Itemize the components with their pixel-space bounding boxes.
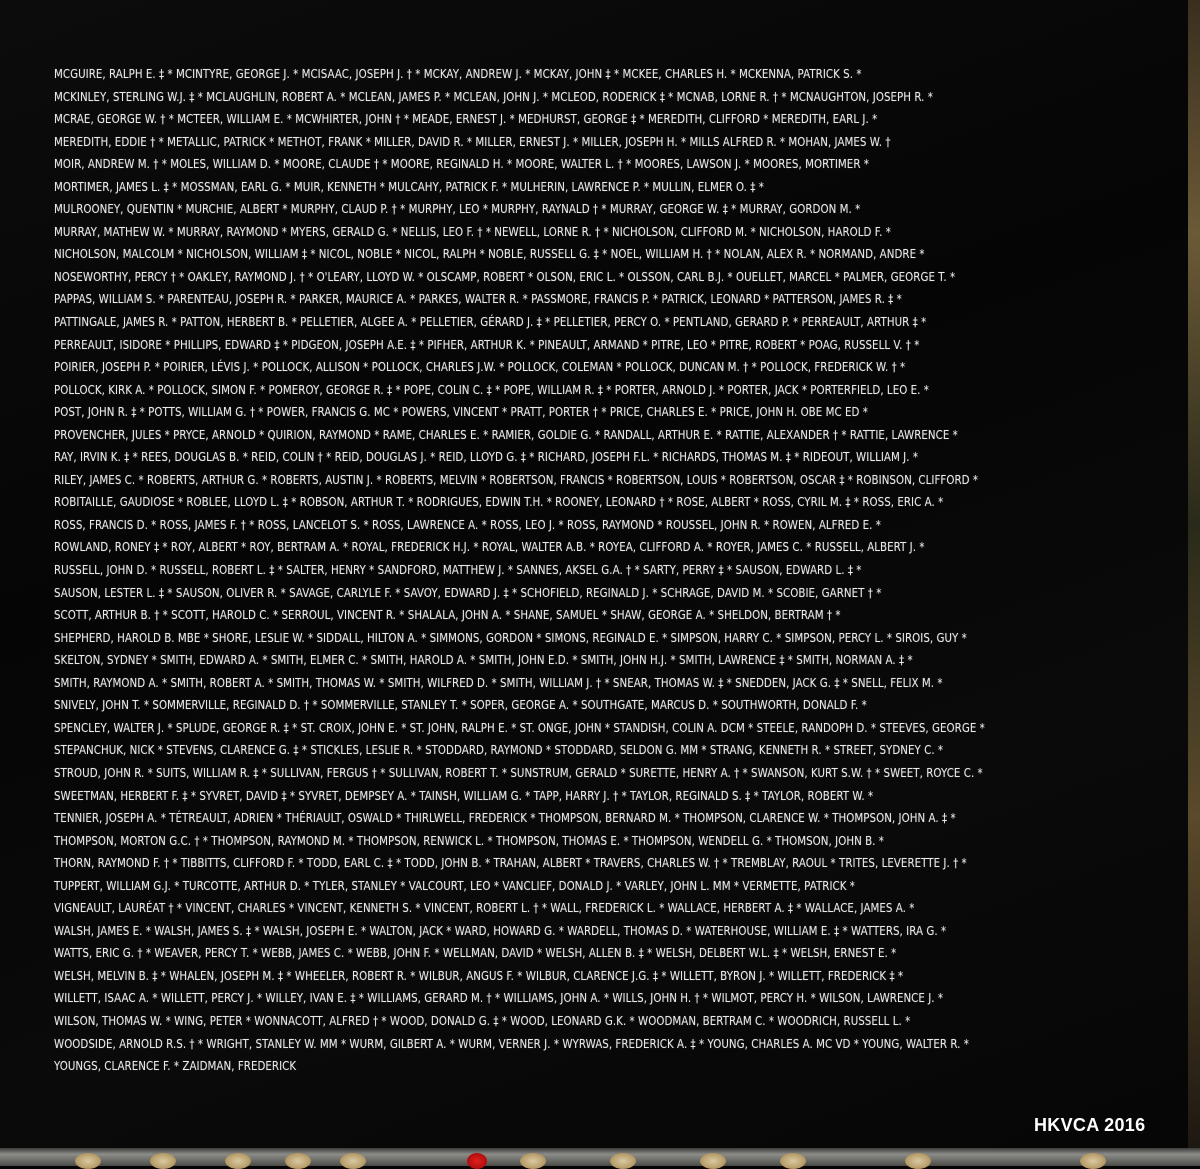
watermark-text: HKVCA 2016 <box>1034 1115 1146 1135</box>
red-poppy <box>467 1153 487 1169</box>
memorial-name-line: SPENCLEY, WALTER J. * SPLUDE, GEORGE R. ‡ * ST. CROIX, JOHN E. * ST. JOHN, RALPH E. * ST. ONGE, JOHN * STANDISH, COLIN A. DCM * STEELE, RANDOPH D. * STEEVES, GEORGE * <box>54 719 985 735</box>
poppy <box>905 1153 931 1169</box>
memorial-name-line: SWEETMAN, HERBERT F. ‡ * SYVRET, DAVID ‡ * SYVRET, DEMPSEY A. * TAINSH, WILLIAM G. * TAPP, HARRY J. † * TAYLOR, REGINALD S. ‡ * TAYLOR, ROBERT W. * <box>54 787 874 803</box>
memorial-name-line: RUSSELL, JOHN D. * RUSSELL, ROBERT L. ‡ * SALTER, HENRY * SANDFORD, MATTHEW J. * SANNES, AKSEL G.A. † * SARTY, PERRY ‡ * SAUSON, EDWARD L. ‡ * <box>54 562 862 578</box>
memorial-name-line: WATTS, ERIC G. † * WEAVER, PERCY T. * WEBB, JAMES C. * WEBB, JOHN F. * WELLMAN, DAVID * WELSH, ALLEN B. ‡ * WELSH, DELBERT W.L. ‡ * WELSH, ERNEST E. * <box>54 945 897 961</box>
memorial-name-line: MORTIMER, JAMES L. ‡ * MOSSMAN, EARL G. * MUIR, KENNETH * MULCAHY, PATRICK F. * MULHERIN, LAWRENCE P. * MULLIN, ELMER O. ‡ * <box>54 178 764 194</box>
poppy <box>75 1153 101 1169</box>
memorial-name-line: PERREAULT, ISIDORE * PHILLIPS, EDWARD ‡ * PIDGEON, JOSEPH A.E. ‡ * PIFHER, ARTHUR K. * PINEAULT, ARMAND * PITRE, LEO * PITRE, ROBERT * POAG, RUSSELL V. † * <box>54 336 920 352</box>
memorial-name-line: SAUSON, LESTER L. ‡ * SAUSON, OLIVER R. * SAVAGE, CARLYLE F. * SAVOY, EDWARD J. ‡ * SCHOFIELD, REGINALD J. * SCHRAGE, DAVID M. * SCOBIE, GARNET † * <box>54 584 882 600</box>
memorial-name-line: RILEY, JAMES C. * ROBERTS, ARTHUR G. * ROBERTS, AUSTIN J. * ROBERTS, MELVIN * ROBERTSON, FRANCIS * ROBERTSON, LOUIS * ROBERTSON, OSCAR ‡ * ROBINSON, CLIFFORD * <box>54 471 979 487</box>
memorial-name-line: PROVENCHER, JULES * PRYCE, ARNOLD * QUIRION, RAYMOND * RAME, CHARLES E. * RAMIER, GOLDIE G. * RANDALL, ARTHUR E. * RATTIE, ALEXANDER † * RATTIE, LAWRENCE * <box>54 426 958 442</box>
memorial-name-line: NOSEWORTHY, PERCY † * OAKLEY, RAYMOND J. † * O'LEARY, LLOYD W. * OLSCAMP, ROBERT * OLSON, ERIC L. * OLSSON, CARL B.J. * OUELLET, MARCEL * PALMER, GEORGE T. * <box>54 268 956 284</box>
memorial-name-line: MULROONEY, QUENTIN * MURCHIE, ALBERT * MURPHY, CLAUD P. † * MURPHY, LEO * MURPHY, RAYNALD † * MURRAY, GEORGE W. ‡ * MURRAY, GORDON M. * <box>54 201 861 217</box>
memorial-name-line: WILLETT, ISAAC A. * WILLETT, PERCY J. * WILLEY, IVAN E. ‡ * WILLIAMS, GERARD M. † * WILLIAMS, JOHN A. * WILLS, JOHN H. † * WILMOT, PERCY H. * WILSON, LAWRENCE J. * <box>54 990 944 1006</box>
poppy <box>285 1153 311 1169</box>
memorial-name-line: SKELTON, SYDNEY * SMITH, EDWARD A. * SMITH, ELMER C. * SMITH, HAROLD A. * SMITH, JOHN E.D. * SMITH, JOHN H.J. * SMITH, LAWRENCE ‡ * SMITH, NORMAN A. ‡ * <box>54 652 913 668</box>
memorial-name-line: THORN, RAYMOND F. † * TIBBITTS, CLIFFORD F. * TODD, EARL C. ‡ * TODD, JOHN B. * TRAHAN, ALBERT * TRAVERS, CHARLES W. † * TREMBLAY, RAOUL * TRITES, LEVERETTE J. † * <box>54 855 967 871</box>
memorial-name-line: MCRAE, GEORGE W. † * MCTEER, WILLIAM E. * MCWHIRTER, JOHN † * MEADE, ERNEST J. * MEDHURST, GEORGE ‡ * MEREDITH, CLIFFORD * MEREDITH, EARL J. * <box>54 111 878 127</box>
memorial-name-line: WOODSIDE, ARNOLD R.S. † * WRIGHT, STANLEY W. MM * WURM, GILBERT A. * WURM, VERNER J. * WYRWAS, FREDERICK A. ‡ * YOUNG, CHARLES A. MC VD * YOUNG, WALTER R. * <box>54 1035 969 1051</box>
plaque-ledge <box>0 1148 1200 1166</box>
memorial-name-line: POLLOCK, KIRK A. * POLLOCK, SIMON F. * POMEROY, GEORGE R. ‡ * POPE, COLIN C. ‡ * POPE, WILLIAM R. ‡ * PORTER, ARNOLD J. * PORTER, JACK * PORTERFIELD, LEO E. * <box>54 381 929 397</box>
memorial-name-line: SHEPHERD, HAROLD B. MBE * SHORE, LESLIE W. * SIDDALL, HILTON A. * SIMMONS, GORDON * SIMONS, REGINALD E. * SIMPSON, HARRY C. * SIMPSON, PERCY L. * SIROIS, GUY * <box>54 629 967 645</box>
memorial-name-line: WILSON, THOMAS W. * WING, PETER * WONNACOTT, ALFRED † * WOOD, DONALD G. ‡ * WOOD, LEONARD G.K. * WOODMAN, BERTRAM C. * WOODRICH, RUSSELL L. * <box>54 1012 911 1028</box>
memorial-name-line: MURRAY, MATHEW W. * MURRAY, RAYMOND * MYERS, GERALD G. * NELLIS, LEO F. † * NEWELL, LORNE R. † * NICHOLSON, CLIFFORD M. * NICHOLSON, HAROLD F. * <box>54 223 891 239</box>
memorial-name-line: STROUD, JOHN R. * SUITS, WILLIAM R. ‡ * SULLIVAN, FERGUS † * SULLIVAN, ROBERT T. * SUNSTRUM, GERALD * SURETTE, HENRY A. † * SWANSON, KURT S.W. † * SWEET, ROYCE C. * <box>54 764 983 780</box>
memorial-name-list <box>54 63 1184 1078</box>
memorial-name-line: PAPPAS, WILLIAM S. * PARENTEAU, JOSEPH R. * PARKER, MAURICE A. * PARKES, WALTER R. * PASSMORE, FRANCIS P. * PATRICK, LEONARD * PATTERSON, JAMES R. ‡ * <box>54 291 902 307</box>
memorial-name-line: MCKINLEY, STERLING W.J. ‡ * MCLAUGHLIN, ROBERT A. * MCLEAN, JAMES P. * MCLEAN, JOHN J. * MCLEOD, RODERICK ‡ * MCNAB, LORNE R. † * MCNAUGHTON, JOSEPH R. * <box>54 88 933 104</box>
memorial-name-line: POST, JOHN R. ‡ * POTTS, WILLIAM G. † * POWER, FRANCIS G. MC * POWERS, VINCENT * PRATT, PORTER † * PRICE, CHARLES E. * PRICE, JOHN H. OBE MC ED * <box>54 404 868 420</box>
poppy <box>780 1153 806 1169</box>
memorial-name-line: STEPANCHUK, NICK * STEVENS, CLARENCE G. ‡ * STICKLES, LESLIE R. * STODDARD, RAYMOND * STODDARD, SELDON G. MM * STRANG, KENNETH R. * STREET, SYDNEY C. * <box>54 742 944 758</box>
memorial-name-line: POIRIER, JOSEPH P. * POIRIER, LÉVIS J. * POLLOCK, ALLISON * POLLOCK, CHARLES J.W. * POLLOCK, COLEMAN * POLLOCK, DUNCAN M. † * POLLOCK, FREDERICK W. † * <box>54 359 906 375</box>
poppy <box>700 1153 726 1169</box>
memorial-name-line: PATTINGALE, JAMES R. * PATTON, HERBERT B. * PELLETIER, ALGEE A. * PELLETIER, GÉRARD J. ‡ * PELLETIER, PERCY O. * PENTLAND, GERARD P. * PERREAULT, ARTHUR ‡ * <box>54 314 927 330</box>
poppy <box>610 1153 636 1169</box>
poppy <box>225 1153 251 1169</box>
memorial-name-line: YOUNGS, CLARENCE F. * ZAIDMAN, FREDERICK <box>54 1058 297 1074</box>
memorial-name-line: TENNIER, JOSEPH A. * TÉTREAULT, ADRIEN * THÉRIAULT, OSWALD * THIRLWELL, FREDERICK * THOMPSON, BERNARD M. * THOMPSON, CLARENCE W. * THOMPSON, JOHN A. ‡ * <box>54 810 956 826</box>
poppy <box>150 1153 176 1169</box>
memorial-name-line: THOMPSON, MORTON G.C. † * THOMPSON, RAYMOND M. * THOMPSON, RENWICK L. * THOMPSON, THOMAS E. * THOMPSON, WENDELL G. * THOMSON, JOHN B. * <box>54 832 884 848</box>
memorial-name-line: ROSS, FRANCIS D. * ROSS, JAMES F. † * ROSS, LANCELOT S. * ROSS, LAWRENCE A. * ROSS, LEO J. * ROSS, RAYMOND * ROUSSEL, JOHN R. * ROWEN, ALFRED E. * <box>54 516 881 532</box>
memorial-name-line: WELSH, MELVIN B. ‡ * WHALEN, JOSEPH M. ‡ * WHEELER, ROBERT R. * WILBUR, ANGUS F. * WILBUR, CLARENCE J.G. ‡ * WILLETT, BYRON J. * WILLETT, FREDERICK ‡ * <box>54 967 904 983</box>
memorial-name-line: SNIVELY, JOHN T. * SOMMERVILLE, REGINALD D. † * SOMMERVILLE, STANLEY T. * SOPER, GEORGE A. * SOUTHGATE, MARCUS D. * SOUTHWORTH, DONALD F. * <box>54 697 867 713</box>
memorial-name-line: TUPPERT, WILLIAM G.J. * TURCOTTE, ARTHUR D. * TYLER, STANLEY * VALCOURT, LEO * VANCLIEF, DONALD J. * VARLEY, JOHN L. MM * VERMETTE, PATRICK * <box>54 877 855 893</box>
poppy <box>1080 1153 1106 1169</box>
memorial-name-line: MOIR, ANDREW M. † * MOLES, WILLIAM D. * MOORE, CLAUDE † * MOORE, REGINALD H. * MOORE, WALTER L. † * MOORES, LAWSON J. * MOORES, MORTIMER * <box>54 156 869 172</box>
memorial-name-line: SCOTT, ARTHUR B. † * SCOTT, HAROLD C. * SERROUL, VINCENT R. * SHALALA, JOHN A. * SHANE, SAMUEL * SHAW, GEORGE A. * SHELDON, BERTRAM † * <box>54 607 841 623</box>
background-foliage <box>1186 0 1200 1166</box>
memorial-name-line: MEREDITH, EDDIE † * METALLIC, PATRICK * METHOT, FRANK * MILLER, DAVID R. * MILLER, ERNEST J. * MILLER, JOSEPH H. * MILLS ALFRED R. * MOHAN, JAMES W. † <box>54 133 891 149</box>
memorial-name-line: WALSH, JAMES E. * WALSH, JAMES S. ‡ * WALSH, JOSEPH E. * WALTON, JACK * WARD, HOWARD G. * WARDELL, THOMAS D. * WATERHOUSE, WILLIAM E. ‡ * WATTERS, IRA G. * <box>54 922 947 938</box>
poppy <box>340 1153 366 1169</box>
memorial-name-line: VIGNEAULT, LAURÉAT † * VINCENT, CHARLES * VINCENT, KENNETH S. * VINCENT, ROBERT L. † * WALL, FREDERICK L. * WALLACE, HERBERT A. ‡ * WALLACE, JAMES A. * <box>54 900 915 916</box>
memorial-name-line: ROBITAILLE, GAUDIOSE * ROBLEE, LLOYD L. ‡ * ROBSON, ARTHUR T. * RODRIGUES, EDWIN T.H. * ROONEY, LEONARD † * ROSE, ALBERT * ROSS, CYRIL M. ‡ * ROSS, ERIC A. * <box>54 494 944 510</box>
poppy <box>520 1153 546 1169</box>
memorial-name-line: ROWLAND, RONEY ‡ * ROY, ALBERT * ROY, BERTRAM A. * ROYAL, FREDERICK H.J. * ROYAL, WALTER A.B. * ROYEA, CLIFFORD A. * ROYER, JAMES C. * RUSSELL, ALBERT J. * <box>54 539 925 555</box>
memorial-name-line: MCGUIRE, RALPH E. ‡ * MCINTYRE, GEORGE J. * MCISAAC, JOSEPH J. † * MCKAY, ANDREW J. * MCKAY, JOHN ‡ * MCKEE, CHARLES H. * MCKENNA, PATRICK S. * <box>54 66 862 81</box>
memorial-name-line: RAY, IRVIN K. ‡ * REES, DOUGLAS B. * REID, COLIN † * REID, DOUGLAS J. * REID, LLOYD G. ‡ * RICHARD, JOSEPH F.L. * RICHARDS, THOMAS M. ‡ * RIDEOUT, WILLIAM J. * <box>54 449 919 465</box>
memorial-name-line: SMITH, RAYMOND A. * SMITH, ROBERT A. * SMITH, THOMAS W. * SMITH, WILFRED D. * SMITH, WILLIAM J. † * SNEAR, THOMAS W. ‡ * SNEDDEN, JACK G. ‡ * SNELL, FELIX M. * <box>54 674 943 690</box>
memorial-name-line: NICHOLSON, MALCOLM * NICHOLSON, WILLIAM ‡ * NICOL, NOBLE * NICOL, RALPH * NOBLE, RUSSELL G. ‡ * NOEL, WILLIAM H. † * NOLAN, ALEX R. * NORMAND, ANDRE * <box>54 246 925 262</box>
